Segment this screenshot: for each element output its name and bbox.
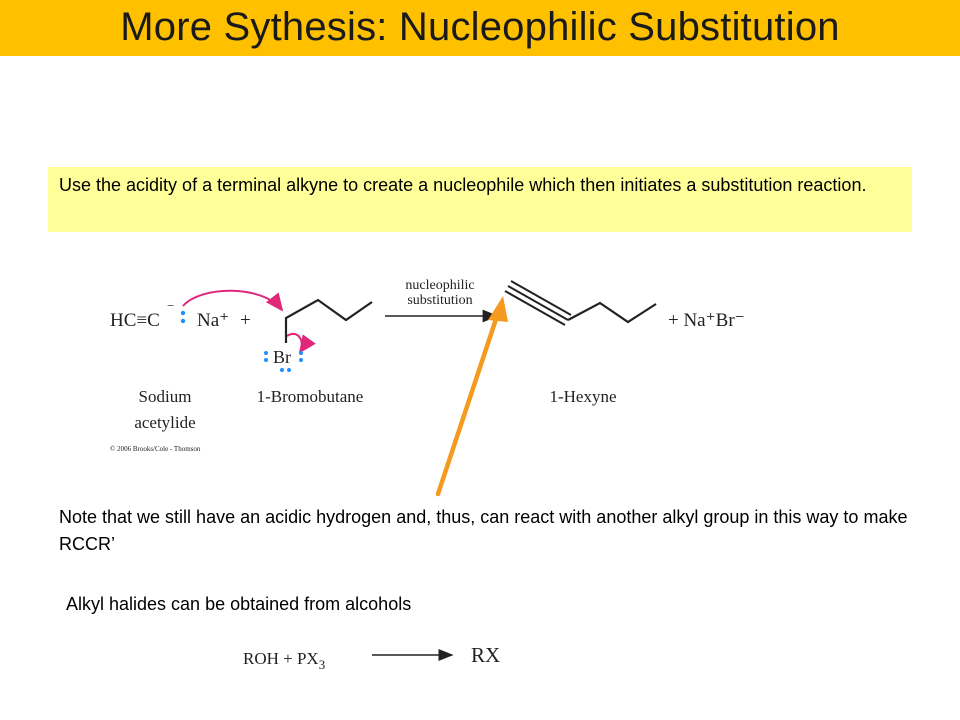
- note-text: Note that we still have an acidic hydrogen and, thus, can react with another alkyl group in this way to make RCCR’: [59, 507, 908, 554]
- lone-pair-dot: [299, 358, 303, 362]
- label-sodium: Sodium: [138, 387, 192, 406]
- label-acetylide: acetylide: [134, 413, 196, 432]
- arrow-label-line1: nucleophilic: [405, 278, 475, 293]
- nucleophile-arrow: [183, 291, 282, 310]
- pointer-arrow-head: [488, 296, 508, 322]
- arrow-label-line2: substitution: [407, 293, 473, 308]
- callout-text: Use the acidity of a terminal alkyne to create a nucleophile which then initiates a substitution reaction.: [59, 175, 867, 195]
- copyright-text: © 2006 Brooks/Cole - Thomson: [110, 445, 201, 453]
- plus-sign: +: [240, 310, 251, 331]
- sodium-cation: Na⁺: [197, 310, 230, 331]
- label-hexyne: 1-Hexyne: [549, 387, 617, 406]
- halide-note: Alkyl halides can be obtained from alcohols: [66, 594, 412, 614]
- lone-pair-dot: [181, 319, 185, 323]
- lone-pair-dot: [280, 368, 284, 372]
- bromine-atom: Br: [273, 347, 291, 367]
- hexyne-skeleton: [505, 281, 656, 325]
- lone-pair-dot: [264, 358, 268, 362]
- lone-pair-dot: [287, 368, 291, 372]
- slide-title: More Sythesis: Nucleophilic Substitution: [120, 5, 840, 49]
- lone-pair-dot: [181, 311, 185, 315]
- pointer-arrow-shaft: [438, 310, 499, 494]
- lone-pair-dot: [299, 351, 303, 355]
- byproduct-salt: + Na⁺Br⁻: [668, 310, 745, 331]
- reaction2-reactants: ROH + $PX_3$: [243, 649, 326, 672]
- reaction2-product: RX: [471, 643, 501, 667]
- negative-charge: −: [167, 298, 175, 313]
- lone-pair-dot: [264, 351, 268, 355]
- label-bromobutane: 1-Bromobutane: [256, 387, 364, 406]
- acetylide-formula: HC≡C: [110, 310, 160, 331]
